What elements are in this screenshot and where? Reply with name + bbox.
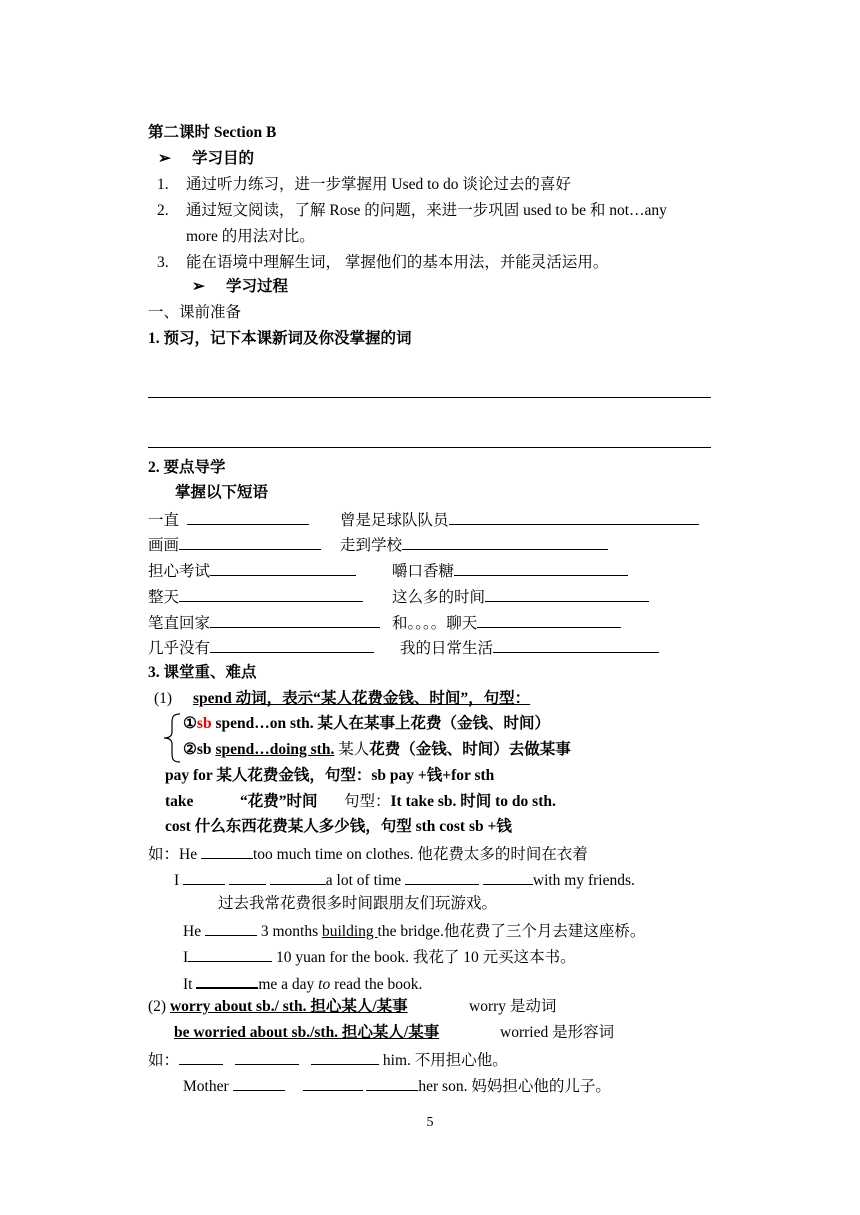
answer-blank[interactable] — [179, 1049, 223, 1065]
take-pattern — [344, 792, 556, 812]
process-bullet-icon: ➢ — [192, 278, 205, 295]
answer-blank[interactable] — [188, 946, 272, 962]
phrase-row-2-b — [340, 534, 608, 556]
circle-one-icon: ① — [183, 715, 197, 732]
phrase-label: 整天 — [148, 589, 180, 606]
spend-pattern-2-c: 花费（金钱、时间）去做某事 — [369, 741, 571, 758]
writing-line-1[interactable] — [148, 397, 711, 398]
phrase-label: 这么多的时间 — [392, 589, 486, 606]
objective-num-2: 2. — [157, 202, 169, 219]
example-italic: to — [318, 976, 331, 993]
objectives-bullet-icon: ➢ — [158, 150, 171, 167]
phrase-row-6-b — [400, 637, 659, 659]
phrase-label: 一直 — [148, 512, 180, 529]
phrase-label: 几乎没有 — [148, 640, 211, 657]
worry-note-2: worried 是形容词 — [500, 1024, 615, 1041]
worry-num: (2) — [148, 998, 170, 1015]
worry-phrase-1: worry about sb./ sth. 担心某人/某事 — [169, 998, 408, 1015]
answer-blank[interactable] — [183, 869, 225, 885]
answer-blank[interactable] — [270, 869, 326, 885]
example-3 — [183, 920, 645, 942]
answer-blank[interactable] — [196, 972, 258, 989]
take-pattern-text: It take sb. 时间 to do sth. — [390, 793, 556, 810]
example-2 — [174, 869, 635, 891]
spend-pattern-2-u: spend…doing sth. — [215, 741, 335, 758]
phrase-blank[interactable] — [179, 534, 321, 550]
example-1 — [148, 843, 588, 865]
example-text: I — [174, 872, 184, 889]
example-text: him. 不用担心他。 — [379, 1052, 508, 1069]
example-2-translation: 过去我常花费很多时间跟朋友们玩游戏。 — [218, 895, 498, 912]
spend-pattern-2-b: 某人 — [334, 741, 370, 758]
example-label: 如： — [148, 846, 180, 863]
phrase-row-4-b — [392, 586, 649, 608]
objective-text-1: 通过听力练习，进一步掌握用 Used to do 谈论过去的喜好 — [186, 176, 571, 193]
example-underlined: building — [321, 923, 378, 940]
answer-blank[interactable] — [483, 869, 533, 885]
example-text: It — [183, 976, 197, 993]
objective-num-3: 3. — [157, 254, 169, 271]
phrase-label: 笔直回家 — [148, 615, 211, 632]
answer-blank[interactable] — [205, 920, 257, 936]
take-word: take — [165, 793, 194, 810]
phrase-row-6 — [148, 637, 374, 659]
example-text: Mother — [183, 1078, 233, 1095]
left-brace-icon — [160, 712, 184, 764]
example-text: too much time on clothes. 他花费太多的时间在衣着 — [252, 846, 588, 863]
example-text: her son. 妈妈担心他的儿子。 — [418, 1078, 611, 1095]
example-text: the bridge.他花费了三个月去建这座桥。 — [377, 923, 646, 940]
objective-text-2: 通过短文阅读，了解 Rose 的问题，来进一步巩固 used to be 和 not…any — [186, 202, 667, 219]
phrase-blank[interactable] — [187, 509, 309, 525]
spend-pattern-1 — [183, 714, 550, 734]
example-text: I — [183, 949, 189, 966]
part1-title: 一、课前准备 — [148, 304, 242, 321]
objective-text-2-cont: more 的用法对比。 — [186, 228, 315, 245]
answer-blank[interactable] — [235, 1049, 299, 1065]
phrase-blank[interactable] — [493, 637, 659, 653]
spend-head: spend 动词，表示“某人花费金钱、时间”，句型： — [193, 690, 531, 707]
keypoints-title: 3. 课堂重、难点 — [148, 664, 257, 681]
phrase-row-5 — [148, 612, 380, 634]
phrase-blank[interactable] — [210, 560, 356, 576]
phrase-label: 画画 — [148, 537, 180, 554]
phrase-label: 曾是足球队队员 — [340, 512, 449, 529]
phrase-row-3 — [148, 560, 356, 582]
worry-phrase-2: be worried about sb./sth. 担心某人/某事 — [174, 1024, 440, 1041]
phrase-label: 担心考试 — [148, 563, 211, 580]
worry-example-2 — [183, 1075, 611, 1097]
lesson-heading: 第二课时 Section B — [148, 124, 277, 141]
take-meaning: “花费”时间 — [240, 793, 318, 810]
phrase-label: 嚼口香糖 — [392, 563, 455, 580]
phrase-blank[interactable] — [485, 586, 649, 602]
worry-example-1 — [148, 1049, 508, 1071]
objective-num-1: 1. — [157, 176, 169, 193]
example-text: me a day — [258, 976, 319, 993]
example-label: 如： — [148, 1052, 180, 1069]
example-text: read the book. — [330, 976, 423, 993]
answer-blank[interactable] — [229, 869, 266, 885]
page-number: 5 — [426, 1115, 434, 1130]
phrase-blank[interactable] — [210, 637, 374, 653]
take-pattern-label: 句型： — [344, 793, 391, 810]
worry-line-1 — [148, 997, 408, 1017]
objectives-title: 学习目的 — [192, 150, 255, 167]
guide-subtitle: 掌握以下短语 — [175, 484, 269, 501]
phrase-row-2 — [148, 534, 321, 556]
example-text: 3 months — [256, 923, 322, 940]
spend-pattern-2-a: ②sb — [183, 741, 216, 758]
guide-title: 2. 要点导学 — [148, 459, 226, 476]
answer-blank[interactable] — [201, 843, 253, 859]
worry-note-1: worry 是动词 — [469, 998, 557, 1015]
process-title: 学习过程 — [226, 278, 289, 295]
objective-text-3: 能在语境中理解生词， 掌握他们的基本用法，并能灵活运用。 — [186, 254, 609, 271]
phrase-blank[interactable] — [454, 560, 628, 576]
phrase-row-1 — [148, 509, 309, 531]
answer-blank[interactable] — [366, 1075, 418, 1091]
answer-blank[interactable] — [311, 1049, 379, 1065]
writing-line-2[interactable] — [148, 447, 711, 448]
spend-pattern-2 — [183, 740, 571, 760]
phrase-row-1-b — [340, 509, 699, 531]
spend-num: (1) — [154, 690, 173, 707]
phrase-blank[interactable] — [449, 509, 699, 525]
spend-pattern-1-sb: sb — [196, 715, 212, 732]
phrase-label: 走到学校 — [340, 537, 403, 554]
answer-blank[interactable] — [303, 1075, 363, 1091]
take-line — [165, 792, 193, 812]
cost-line: cost 什么东西花费某人多少钱，句型 sth cost sb +钱 — [165, 818, 512, 835]
payfor-line: pay for 某人花费金钱，句型：sb pay +钱+for sth — [165, 767, 495, 784]
example-text: He — [183, 923, 205, 940]
phrase-blank[interactable] — [477, 612, 621, 628]
phrase-row-4 — [148, 586, 363, 608]
phrase-blank[interactable] — [402, 534, 608, 550]
example-5 — [183, 972, 422, 995]
phrase-label: 我的日常生活 — [400, 640, 494, 657]
answer-blank[interactable] — [405, 869, 479, 885]
phrase-blank[interactable] — [179, 586, 363, 602]
phrase-blank[interactable] — [210, 612, 380, 628]
answer-blank[interactable] — [233, 1075, 285, 1091]
example-text: a lot of time — [325, 872, 405, 889]
example-text: He — [179, 846, 201, 863]
spend-pattern-1-text: spend…on sth. 某人在某事上花费（金钱、时间） — [211, 715, 551, 732]
phrase-row-5-b — [392, 612, 621, 634]
example-text: with my friends. — [532, 872, 635, 889]
example-4 — [183, 946, 576, 968]
phrase-label: 和。。。。聊天 — [392, 615, 478, 632]
phrase-row-3-b — [392, 560, 628, 582]
example-text: 10 yuan for the book. 我花了 10 元买这本书。 — [272, 949, 576, 966]
preview-title: 1. 预习，记下本课新词及你没掌握的词 — [148, 330, 412, 347]
